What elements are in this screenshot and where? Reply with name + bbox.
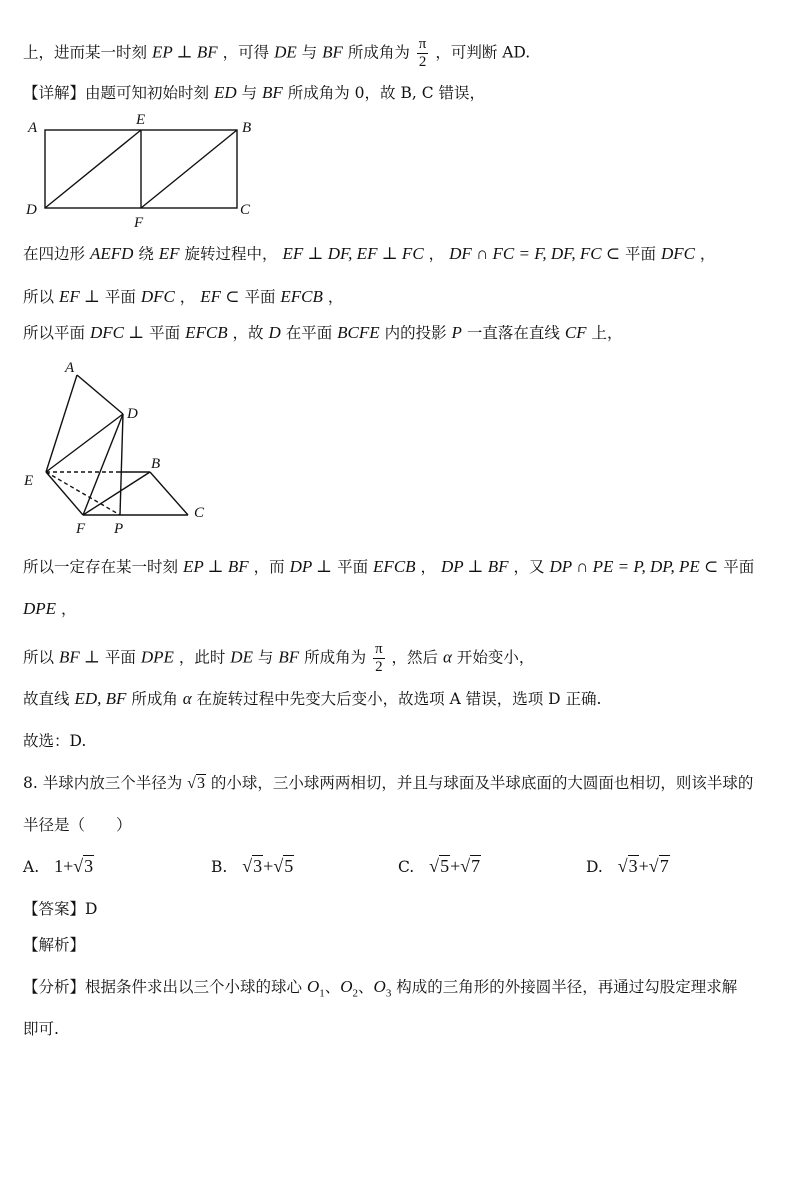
- segment-de: [45, 130, 141, 208]
- math-symbol: O: [340, 977, 353, 996]
- text: 在旋转过程中先变大后变小，故选项 A 错误，选项 D 正确.: [196, 690, 602, 708]
- text: 所成角为 0，故 B, C 错误，: [287, 84, 485, 102]
- fraction-numerator: π: [375, 641, 383, 657]
- text: 所以平面: [23, 324, 86, 342]
- math-expr: DP ∩ PE = P, DP, PE ⊂: [549, 557, 719, 576]
- text: 所以一定存在某一时刻: [23, 558, 179, 576]
- text-line-8: [23, 641, 534, 676]
- operator: +: [263, 856, 274, 876]
- text: 一直落在直线: [466, 324, 560, 342]
- subscript: 1: [319, 987, 325, 1000]
- text: 旋转过程中，: [184, 245, 278, 263]
- text: 绕: [138, 245, 154, 263]
- text: 、: [358, 978, 374, 996]
- fraction-numerator: π: [418, 36, 427, 52]
- text: 【解析】: [23, 936, 86, 954]
- text: 平面: [625, 245, 657, 263]
- text: 平面: [723, 558, 755, 576]
- math-expr: BF: [278, 647, 300, 667]
- math-expr: EF ⊥: [58, 287, 100, 306]
- option-expr: 1+√3: [54, 856, 94, 876]
- option-expr: √3+√5: [242, 856, 294, 876]
- math-expr: EF ⊂: [200, 287, 240, 306]
- text-line-3: [23, 243, 715, 265]
- option-expr: √3+√7: [617, 856, 669, 876]
- text: ，此时: [178, 648, 226, 667]
- math-expr: DPE: [140, 647, 174, 667]
- option-a[interactable]: [23, 856, 94, 877]
- option-expr: √5+√7: [429, 856, 481, 876]
- math-o3: [373, 977, 392, 1000]
- label-p: P: [114, 521, 124, 537]
- option-label: D.: [586, 858, 603, 876]
- text: 所成角为: [304, 648, 367, 667]
- text: 所以: [23, 648, 55, 667]
- label-e: E: [24, 473, 34, 489]
- segment-dp: [120, 414, 123, 515]
- text: 构成的三角形的外接圆半径，再通过勾股定理求解: [396, 978, 738, 996]
- label-c: C: [194, 505, 205, 521]
- text: 在平面: [285, 324, 333, 342]
- text: 与: [257, 648, 274, 667]
- figure-rectangle-aefd: [20, 110, 260, 235]
- text: ，: [60, 600, 77, 618]
- sqrt-radicand: 3: [628, 856, 638, 876]
- math-expr: DFC: [140, 287, 175, 306]
- math-expr: DE: [230, 647, 253, 667]
- text: 平面: [337, 558, 369, 576]
- text: 8. 半球内放三个半径为: [23, 774, 183, 792]
- option-c[interactable]: [398, 856, 481, 877]
- text: ，故: [232, 324, 264, 342]
- fraction: [373, 641, 385, 676]
- sqrt-radicand: 3: [196, 775, 205, 792]
- segment-ep: [46, 472, 120, 515]
- answer-text: 【答案】D: [23, 900, 98, 918]
- sqrt-radicand: 7: [471, 856, 481, 876]
- analysis-line-2: [23, 1018, 59, 1040]
- math-expr: α: [182, 689, 192, 708]
- option-d[interactable]: [586, 856, 670, 877]
- operator: +: [638, 856, 649, 876]
- analysis-line-1: [23, 976, 737, 1004]
- math-expr: BCFE: [337, 323, 380, 342]
- option-label: C.: [398, 858, 415, 876]
- text: 与: [301, 43, 318, 62]
- math-expr: D: [268, 323, 281, 342]
- text: 的小球，三小球两两相切，并且与球面及半球底面的大圆面也相切，则该半球的: [210, 774, 754, 792]
- text: ，: [179, 288, 196, 306]
- text: 所成角为: [347, 43, 410, 62]
- label-b: B: [242, 120, 252, 136]
- math-expr: BF: [322, 42, 343, 62]
- text: 与: [241, 84, 258, 102]
- text: ，: [699, 245, 716, 263]
- fraction-denominator: 2: [375, 659, 383, 675]
- math-expr: DP ⊥: [289, 557, 333, 576]
- text: 即可.: [23, 1020, 59, 1038]
- text: 半径是（ ）: [23, 816, 132, 834]
- text: ，然后: [391, 648, 439, 667]
- math-expr: DF ∩ FC = F, DF, FC ⊂: [449, 244, 621, 263]
- text: 所以: [23, 288, 55, 306]
- text: 平面: [104, 648, 136, 667]
- sqrt-radicand: 5: [440, 856, 450, 876]
- text: ，可得: [222, 43, 270, 62]
- option-label: A.: [23, 858, 40, 876]
- question-8-line-2: [23, 814, 132, 836]
- text-line-2: [23, 82, 485, 104]
- segment-ad: [77, 375, 123, 414]
- operator: +: [450, 856, 461, 876]
- text: ，而: [253, 558, 285, 576]
- text-line-4: [23, 286, 343, 308]
- math-expr: ED, BF: [74, 689, 127, 708]
- math-o2: [340, 977, 359, 1000]
- math-expr: BF: [262, 83, 283, 102]
- text: ，: [428, 245, 445, 263]
- text: 上，: [591, 324, 623, 342]
- label-a: A: [65, 360, 75, 376]
- text: 【详解】由题可知初始时刻: [23, 84, 210, 102]
- segment-ae: [46, 375, 77, 472]
- math-expr: AEFD: [89, 244, 134, 263]
- segment-fb: [141, 130, 237, 208]
- math-expr: BF ⊥: [58, 647, 100, 667]
- subscript: 3: [385, 987, 392, 1000]
- math-expr: DFC: [660, 244, 695, 263]
- segment-cb: [150, 472, 188, 515]
- math-symbol: O: [306, 977, 320, 996]
- label-d: D: [26, 202, 37, 218]
- math-expr: DP ⊥ BF: [440, 557, 509, 576]
- term: 1: [54, 856, 64, 876]
- math-expr: EF: [158, 244, 180, 263]
- sqrt-radicand: 3: [253, 856, 263, 876]
- sqrt-expr: √3: [187, 775, 205, 792]
- math-expr: EF ⊥ DF, EF ⊥ FC: [282, 244, 424, 263]
- text-line-5: [23, 322, 623, 344]
- math-expr: α: [443, 647, 452, 667]
- sqrt-radicand: 5: [284, 856, 294, 876]
- analysis-heading: [23, 934, 85, 956]
- text-line-6: [23, 556, 754, 578]
- math-expr: EFCB: [373, 557, 416, 576]
- text: 平面: [149, 324, 181, 342]
- option-b[interactable]: [211, 856, 294, 877]
- text: 【分析】根据条件求出以三个小球的球心: [23, 978, 303, 996]
- text: ，可判断 AD.: [435, 43, 531, 62]
- label-b: B: [151, 456, 161, 472]
- label-f: F: [134, 215, 144, 231]
- math-expr: ED: [213, 83, 237, 102]
- text-line-1: [23, 36, 530, 71]
- answer-line: [23, 898, 97, 920]
- text: 所成角: [131, 690, 178, 708]
- text: ，: [327, 288, 344, 306]
- text: 故直线: [23, 690, 70, 708]
- label-c: C: [240, 202, 251, 218]
- text: 内的投影: [384, 324, 447, 342]
- text-line-10: [23, 730, 86, 752]
- fraction-denominator: 2: [418, 54, 427, 70]
- math-expr: EFCB: [185, 323, 228, 342]
- math-o1: [306, 977, 325, 1000]
- math-expr: EFCB: [280, 287, 323, 306]
- math-expr: DFC ⊥: [89, 323, 145, 342]
- label-d: D: [127, 406, 138, 422]
- math-expr: P: [451, 323, 462, 342]
- text: 开始变小，: [456, 648, 535, 667]
- math-expr: DPE: [23, 599, 57, 618]
- text-line-7: [23, 598, 77, 620]
- label-f: F: [76, 521, 86, 537]
- text: 、: [324, 978, 341, 996]
- math-symbol: O: [373, 977, 386, 996]
- text: 平面: [244, 288, 276, 306]
- text: 平面: [104, 288, 136, 306]
- option-label: B.: [211, 858, 228, 876]
- question-8-line-1: [23, 772, 753, 795]
- segment-bf: [83, 472, 150, 515]
- figure-rotation: [20, 355, 220, 540]
- text: 在四边形: [23, 245, 86, 263]
- text: ，又: [513, 558, 545, 576]
- sqrt-radicand: 3: [84, 856, 94, 876]
- text: 上，进而某一时刻: [23, 43, 148, 62]
- operator: +: [63, 856, 74, 876]
- label-e: E: [136, 112, 146, 128]
- label-a: A: [28, 120, 38, 136]
- text: 故选：D.: [23, 732, 87, 750]
- text: ，: [420, 558, 436, 576]
- fraction: [417, 36, 429, 71]
- subscript: 2: [352, 987, 359, 1000]
- text-line-9: [23, 688, 601, 710]
- math-expr: CF: [564, 323, 587, 342]
- segment-ef: [46, 472, 83, 515]
- math-expr: EP ⊥ BF: [151, 42, 218, 62]
- sqrt-radicand: 7: [659, 856, 669, 876]
- math-expr: DE: [274, 42, 297, 62]
- math-expr: EP ⊥ BF: [182, 557, 249, 576]
